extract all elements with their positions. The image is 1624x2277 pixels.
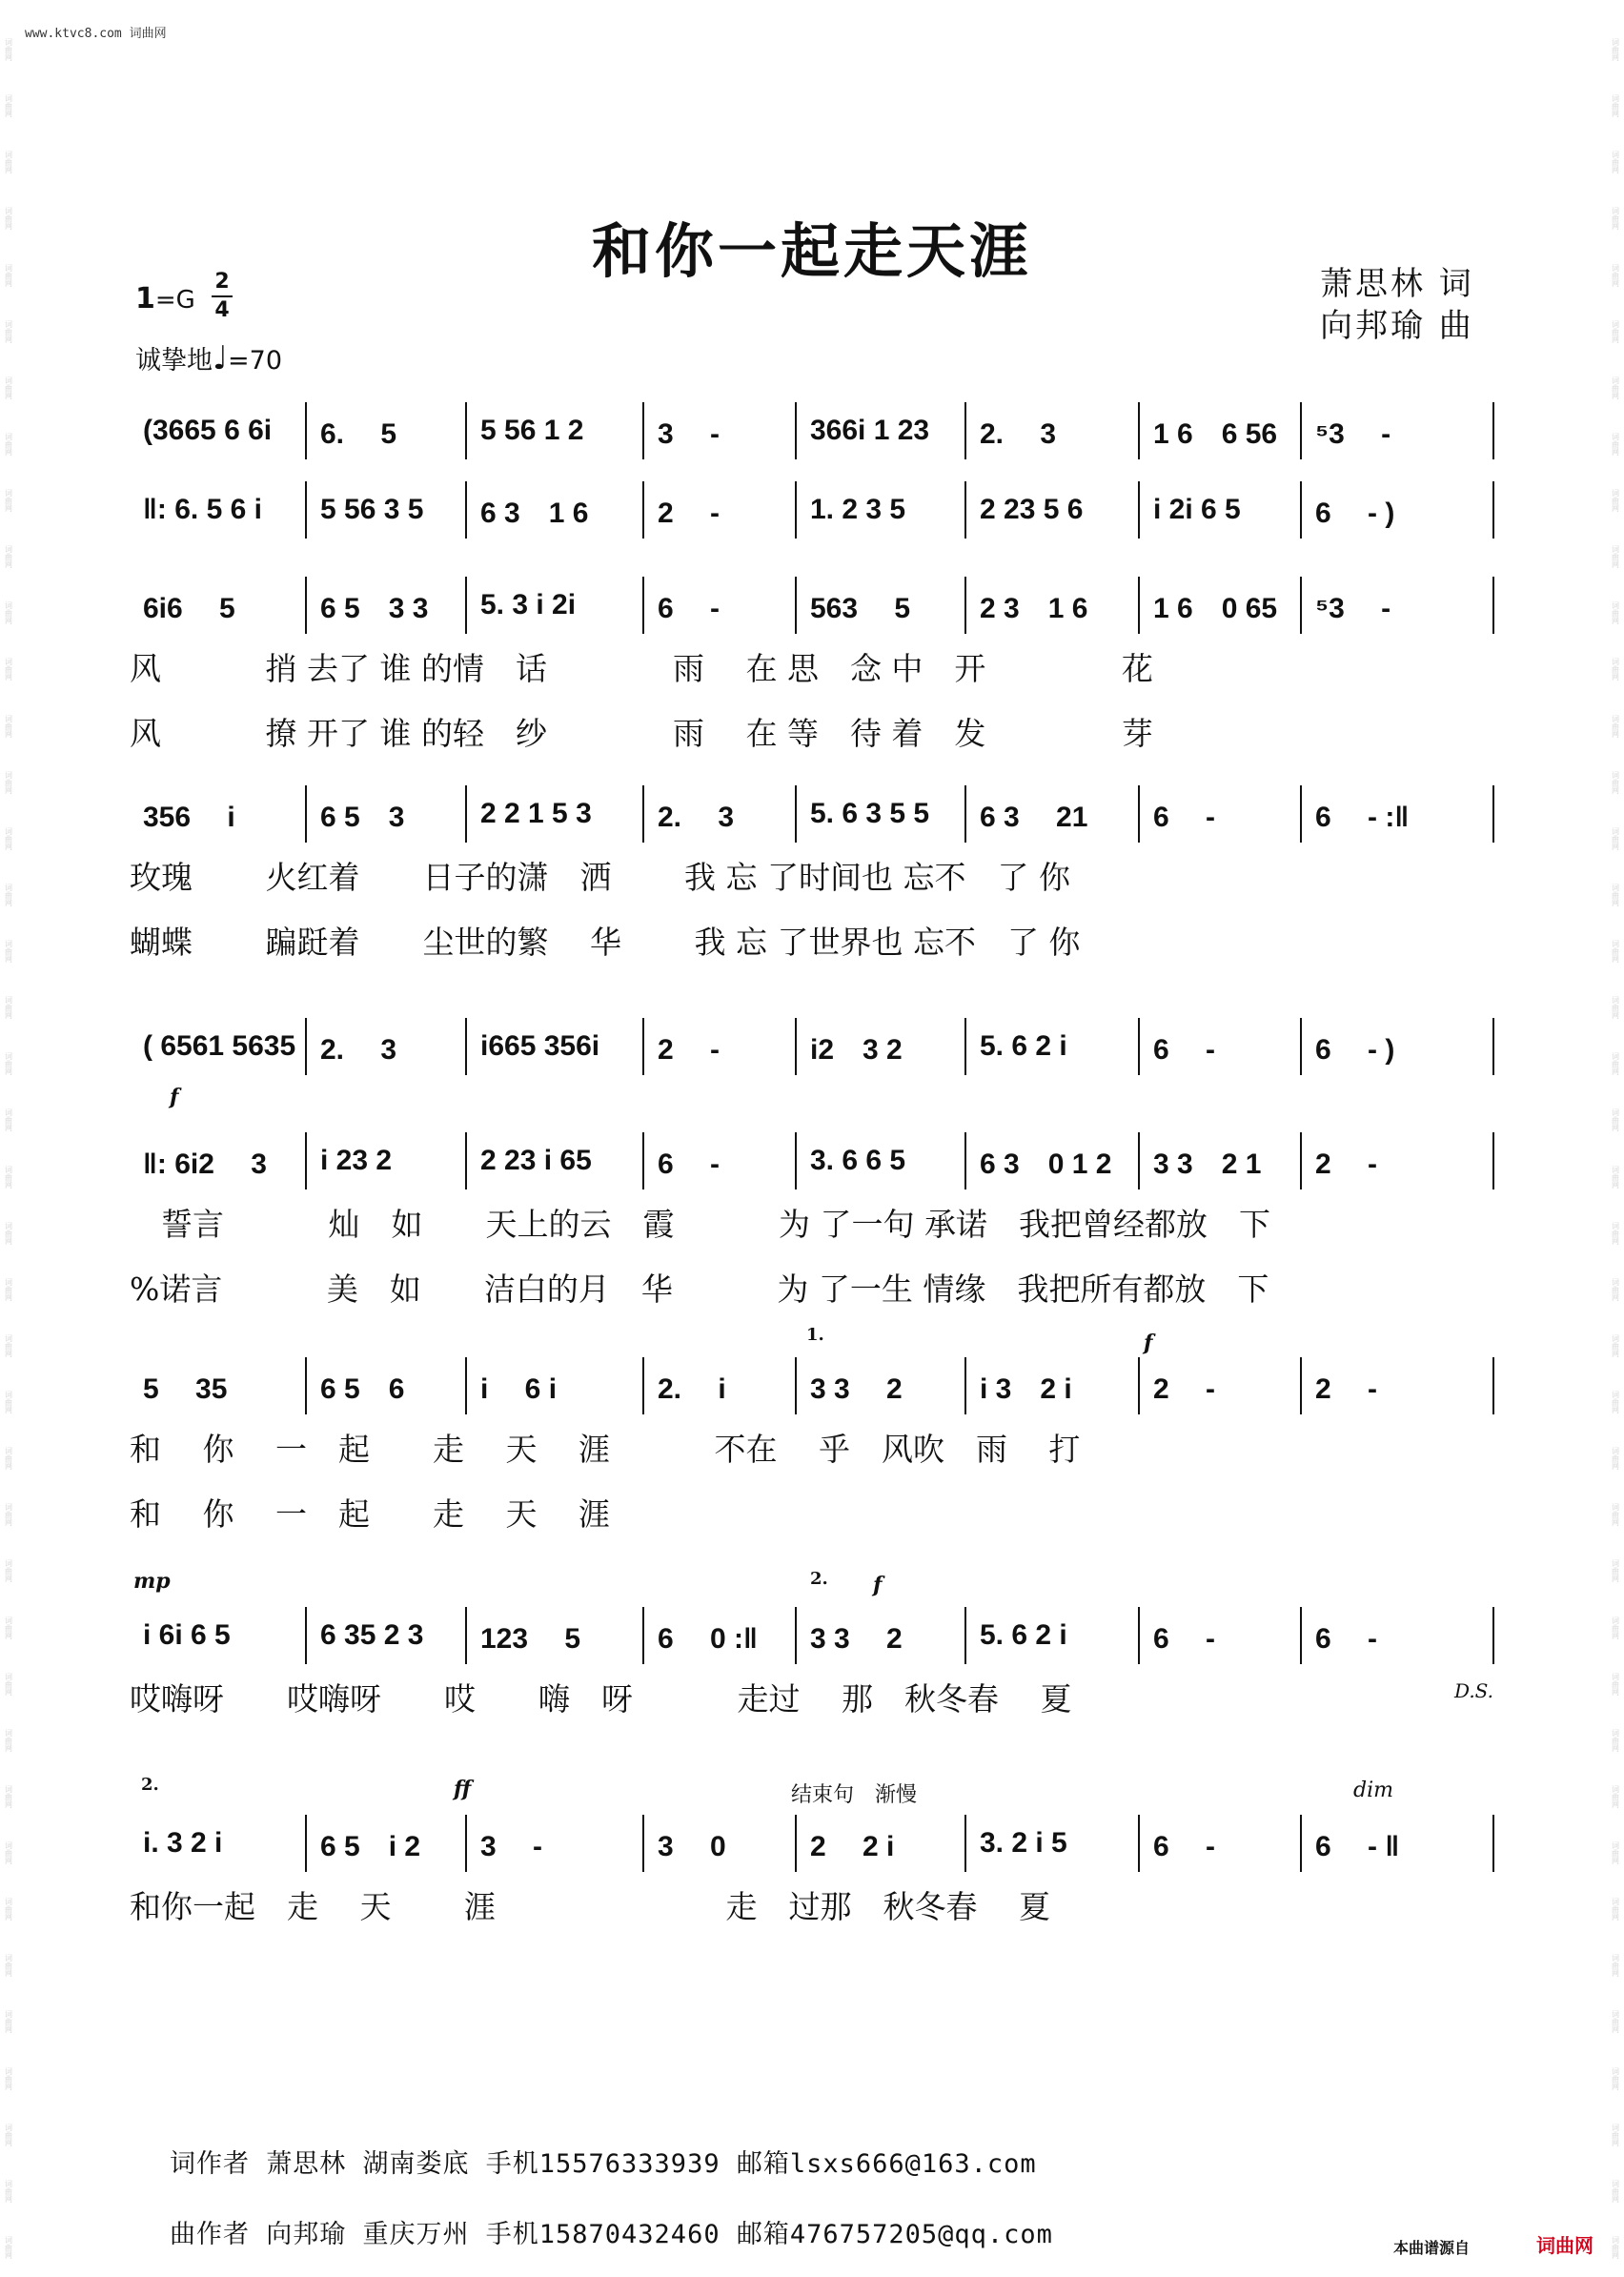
watermark-mark: 词曲网 [4,1052,13,1076]
watermark-mark: 词曲网 [4,1728,13,1752]
dynamic-f: f [873,1573,883,1597]
watermark-mark: 词曲网 [4,38,13,61]
watermark-mark: 词曲网 [4,2235,13,2259]
measure: 2 - [1153,1373,1216,1405]
watermark-mark: 词曲网 [1611,770,1620,794]
score-system [130,1132,1494,1319]
watermark-mark: 词曲网 [4,1672,13,1696]
watermark-mark: 词曲网 [1611,883,1620,906]
watermark-mark: 词曲网 [4,1841,13,1864]
watermark-mark: 词曲网 [1611,1333,1620,1357]
measure: 6 - [1315,1623,1378,1655]
watermark-mark: 词曲网 [4,714,13,738]
measure: 2 2 1 5 3 [480,798,592,829]
measure: 6 - [1153,1831,1216,1862]
barline [1492,1132,1494,1189]
measure: 1 6 0 65 [1153,593,1278,624]
watermark-mark: 词曲网 [4,2066,13,2090]
watermark-mark: 词曲网 [1611,940,1620,963]
measure: 1. 2 3 5 [810,494,906,525]
measure: i 2i 6 5 [1153,494,1241,525]
measure: 3 - [480,1831,543,1862]
barline [1492,1357,1494,1414]
notes-row [130,1607,1494,1664]
watermark-mark: 词曲网 [1611,151,1620,174]
watermark-mark: 词曲网 [1611,1165,1620,1189]
lyric-line: 玫瑰 火红着 日子的潇 洒 我 忘 了时间也 忘不 了 你 [130,858,1070,896]
credits [1320,263,1474,347]
measure: ⁵3 - [1315,593,1391,624]
measure: 3 3 2 1 [1153,1149,1262,1180]
watermark-mark: 词曲网 [4,770,13,794]
measure: 6 35 2 3 [320,1619,424,1651]
measure: 5. 3 i 2i [480,589,577,620]
lyric-line: 哎嗨呀 哎嗨呀 哎 嗨 呀 走过 那 秋冬春 夏 [130,1679,1072,1718]
lyric-line: 风 撩 开了 谁 的轻 纱 雨 在 等 待 着 发 芽 [130,714,1153,752]
barline [1492,577,1494,634]
key-signature [135,282,195,315]
watermark-mark: 词曲网 [1611,714,1620,738]
notes-row [130,577,1494,634]
watermark-mark: 词曲网 [4,996,13,1020]
watermark-mark: 词曲网 [1611,94,1620,118]
watermark-mark: 词曲网 [1611,1559,1620,1583]
watermark-mark: 词曲网 [4,1333,13,1357]
notes-row [130,785,1494,843]
dynamic-f: f [1144,1331,1153,1355]
watermark-mark: 词曲网 [4,1559,13,1583]
measure: 2 23 5 6 [980,494,1084,525]
dynamic-ff: ff [454,1777,472,1801]
watermark-mark: 词曲网 [4,1391,13,1413]
measure: 356 i [143,802,235,833]
volta-2-final: 2. [141,1775,159,1795]
measure: 6 - [658,593,721,624]
measure: 2. 3 [320,1034,397,1066]
measure: 6 - :‖ [1315,802,1410,833]
measure: 5. 6 2 i [980,1619,1067,1651]
measure: 2 - [658,1034,721,1066]
composer-credit: 向邦瑜 曲 [1320,307,1474,345]
measure: 5 35 [143,1373,228,1405]
measure: i665 356i [480,1030,600,1062]
lyric-line: 和 你 一 起 走 天 涯 不在 乎 风吹 雨 打 [130,1430,1081,1468]
measure: 5. 6 3 5 5 [810,798,930,829]
watermark-mark: 词曲网 [4,207,13,231]
watermark-mark: 词曲网 [4,545,13,569]
watermark-mark: 词曲网 [1611,1728,1620,1752]
measure: 2 - [1315,1373,1378,1405]
score-system [130,1815,1494,1937]
lyric-line: 和 你 一 起 走 天 涯 [130,1494,610,1533]
measure: 2. i [658,1373,726,1405]
notes-row [130,1357,1494,1414]
time-signature [212,270,233,323]
measure: 2 3 1 6 [980,593,1088,624]
lyric-line: 蝴蝶 蹁跹着 尘世的繁 华 我 忘 了世界也 忘不 了 你 [130,923,1081,961]
watermark-mark: 词曲网 [1611,376,1620,399]
measure: 5. 6 2 i [980,1030,1067,1062]
time-signature-bottom: 4 [214,298,230,322]
watermark-mark: 词曲网 [4,263,13,287]
notes-row [130,481,1494,539]
barline [1492,1607,1494,1664]
measure: 6 - [1153,1034,1216,1066]
measure: 6 0 :‖ [658,1623,758,1655]
watermark-mark: 词曲网 [1611,2179,1620,2203]
watermark-mark: 词曲网 [4,658,13,681]
measure: 2 2 i [810,1831,895,1862]
score-system [130,785,1494,972]
score-system [130,1357,1494,1544]
left-watermark-column [2,38,15,2259]
watermark-mark: 词曲网 [4,826,13,850]
measure: 5 56 1 2 [480,415,584,446]
watermark-mark: 词曲网 [1611,2123,1620,2146]
lyric-line: 风 捎 去了 谁 的情 话 雨 在 思 念 中 开 花 [130,649,1153,687]
tempo-mood: 诚挚地 [135,346,213,376]
right-watermark-column [1609,38,1622,2259]
watermark-mark: 词曲网 [4,2010,13,2034]
watermark-mark: 词曲网 [1611,1784,1620,1808]
measure: 3 - [658,418,721,450]
measure: 563 5 [810,593,911,624]
measure: 2 - [1315,1149,1378,1180]
key-equals: =G [154,286,195,315]
watermark-mark: 词曲网 [4,1503,13,1527]
watermark-mark: 词曲网 [1611,432,1620,456]
watermark-mark: 词曲网 [1611,38,1620,61]
watermark-mark: 词曲网 [4,1108,13,1132]
measure: 2 23 i 65 [480,1145,592,1176]
measure: ( 6561 5635 [143,1030,296,1062]
watermark-mark: 词曲网 [4,94,13,118]
watermark-mark: 词曲网 [4,883,13,906]
watermark-mark: 词曲网 [1611,319,1620,343]
measure: 3. 6 6 5 [810,1145,906,1176]
measure: ‖: 6i2 3 [143,1149,267,1180]
measure: 6 - [658,1149,721,1180]
barline [1492,785,1494,843]
watermark-mark: 词曲网 [4,319,13,343]
watermark-mark: 词曲网 [1611,2235,1620,2259]
watermark-mark: 词曲网 [1611,1447,1620,1471]
watermark-mark: 词曲网 [1611,601,1620,625]
notes-row [130,402,1494,459]
measure: 6 5 i 2 [320,1831,421,1862]
measure: 2 - [658,498,721,529]
watermark-mark: 词曲网 [1611,1898,1620,1921]
lyricist-contact: 词作者 萧思林 湖南娄底 手机15576333939 邮箱lsxs666@163.com [170,2149,1037,2179]
lyricist-credit: 萧思林 词 [1320,265,1474,303]
watermark-mark: 词曲网 [1611,658,1620,681]
watermark-mark: 词曲网 [1611,207,1620,231]
tempo-marking [135,339,282,377]
measure: 2. 3 [658,802,735,833]
measure: 366i 1 23 [810,415,930,446]
score-system [130,481,1494,539]
watermark-mark: 词曲网 [1611,1391,1620,1413]
watermark-mark: 词曲网 [1611,1221,1620,1245]
measure: 6 - ) [1315,498,1395,529]
watermark-mark: 词曲网 [4,432,13,456]
measure: 2. 3 [980,418,1057,450]
score-system [130,402,1494,459]
fraction-line [212,295,233,297]
site-url[interactable]: www.ktvc8.com 词曲网 [25,27,167,41]
dynamic-mp: mp [133,1569,171,1594]
tempo-bpm: =70 [228,346,283,376]
quarter-note-icon: ♩ [213,339,229,377]
watermark-mark: 词曲网 [1611,1616,1620,1639]
watermark-mark: 词曲网 [1611,263,1620,287]
measure: 3 3 2 [810,1373,903,1405]
score-system [130,1607,1494,1729]
measure: 6 5 3 [320,802,405,833]
measure: 6 3 1 6 [480,498,589,529]
watermark-mark: 词曲网 [1611,1503,1620,1527]
measure: ⁵3 - [1315,418,1391,450]
watermark-mark: 词曲网 [4,940,13,963]
measure: (3665 6 6i [143,415,273,446]
volta-1: 1. [806,1325,824,1345]
watermark-mark: 词曲网 [1611,826,1620,850]
score-system [130,1018,1494,1075]
measure: 3 0 [658,1831,726,1862]
watermark-mark: 词曲网 [1611,1108,1620,1132]
notes-row [130,1132,1494,1189]
lyric-line: 誓言 灿 如 天上的云 霞 为 了一句 承诺 我把曾经都放 下 [130,1205,1270,1243]
watermark-mark: 词曲网 [1611,1954,1620,1978]
measure: 6 - ) [1315,1034,1395,1066]
watermark-mark: 词曲网 [4,1616,13,1639]
measure: i. 3 2 i [143,1827,223,1859]
song-title: 和你一起走天涯 [591,216,1032,286]
notes-row [130,1815,1494,1872]
measure: 5 56 3 5 [320,494,424,525]
watermark-mark: 词曲网 [4,1277,13,1301]
watermark-mark: 词曲网 [4,1221,13,1245]
measure: i 3 2 i [980,1373,1072,1405]
watermark-mark: 词曲网 [1611,1052,1620,1076]
measure: 123 5 [480,1623,581,1655]
ending-instruction: 结束句 渐慢 [791,1783,918,1807]
watermark-mark: 词曲网 [4,601,13,625]
measure: 6 - [1153,1623,1216,1655]
measure: i 23 2 [320,1145,393,1176]
measure: 6 3 21 [980,802,1088,833]
dynamic-dim: dim [1353,1779,1393,1802]
watermark-mark: 词曲网 [4,489,13,512]
measure: 3 3 2 [810,1623,903,1655]
measure: 6 - [1153,802,1216,833]
barline [1492,481,1494,539]
watermark-mark: 词曲网 [1611,1672,1620,1696]
watermark-mark: 词曲网 [1611,2010,1620,2034]
composer-contact: 曲作者 向邦瑜 重庆万州 手机15870432460 邮箱476757205@qq.com [170,2220,1053,2249]
watermark-mark: 词曲网 [1611,996,1620,1020]
lyric-line: %诺言 美 如 洁白的月 华 为 了一生 情缘 我把所有都放 下 [130,1270,1269,1308]
watermark-mark: 词曲网 [4,1954,13,1978]
barline [1492,402,1494,459]
barline [1492,1018,1494,1075]
lyric-line: 和你一起 走 天 涯 走 过那 秋冬春 夏 [130,1887,1050,1925]
measure: 6 - ‖ [1315,1831,1400,1862]
measure: 6. 5 [320,418,397,450]
notes-row [130,1018,1494,1075]
measure: i 6i 6 5 [143,1619,231,1651]
dal-segno-marking: D.S. [1454,1679,1494,1702]
watermark-mark: 词曲网 [4,2123,13,2146]
key-degree: 1 [135,282,155,315]
watermark-mark: 词曲网 [4,1165,13,1189]
score-system [130,577,1494,763]
watermark-mark: 词曲网 [1611,1277,1620,1301]
measure: 3. 2 i 5 [980,1827,1067,1859]
measure: 1 6 6 56 [1153,418,1278,450]
watermark-mark: 词曲网 [4,376,13,399]
watermark-mark: 词曲网 [1611,545,1620,569]
source-note: 本曲谱源自 [1393,2239,1471,2257]
measure: i 6 i [480,1373,558,1405]
watermark-mark: 词曲网 [1611,2066,1620,2090]
volta-2: 2. [810,1569,828,1589]
barline [1492,1815,1494,1872]
time-signature-top: 2 [214,270,230,294]
watermark-mark: 词曲网 [4,1447,13,1471]
watermark-mark: 词曲网 [1611,489,1620,512]
measure: 6 5 6 [320,1373,405,1405]
watermark-mark: 词曲网 [4,1898,13,1921]
measure: ‖: 6. 5 6 i [143,494,262,525]
measure: 6 5 3 3 [320,593,429,624]
watermark-mark: 词曲网 [4,151,13,174]
measure: 6 3 0 1 2 [980,1149,1112,1180]
watermark-mark: 词曲网 [4,1784,13,1808]
watermark-mark: 词曲网 [1611,1841,1620,1864]
site-logo[interactable]: 词曲网 [1536,2234,1594,2257]
watermark-mark: 词曲网 [4,2179,13,2203]
measure: i2 3 2 [810,1034,903,1066]
measure: 6i6 5 [143,593,235,624]
dynamic-f: f [170,1085,179,1109]
